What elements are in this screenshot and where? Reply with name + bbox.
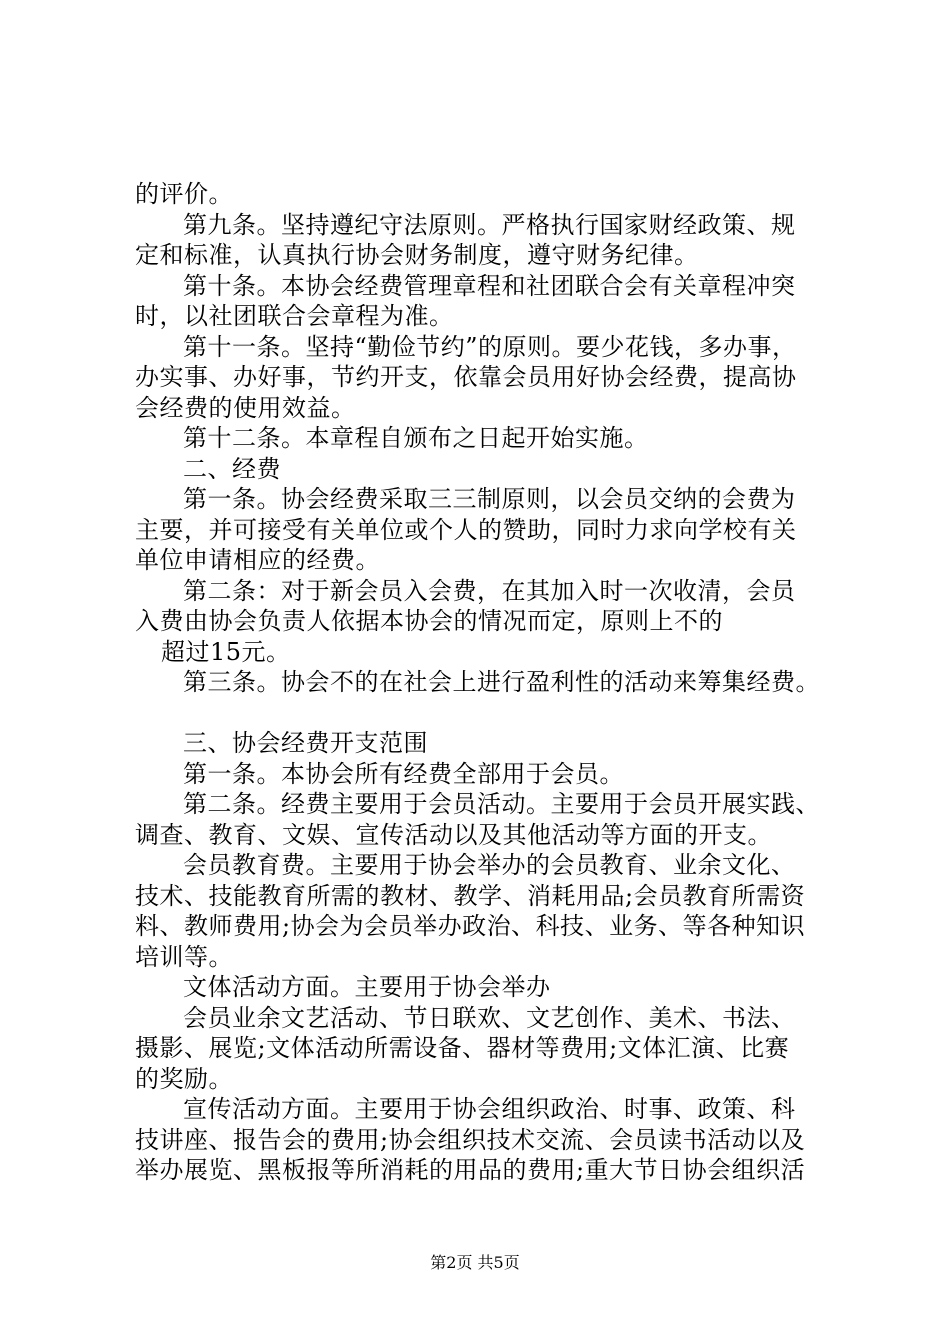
text-line: 入费由协会负责人依据本协会的情况而定，原则上不的 [135,607,723,635]
section-heading: 三、协会经费开支范围 [183,729,428,757]
text-line: 第十一条。坚持“勤俭节约”的原则。要少花钱，多办事， [183,333,797,361]
text-line: 第二条：对于新会员入会费，在其加入时一次收清，会员 [183,577,796,605]
text-line: 调查、教育、文娱、宣传活动以及其他活动等方面的开支。 [135,821,772,849]
text-line: 的评价。 [135,180,233,208]
page-number-footer: 第2页 共5页 [430,1253,520,1272]
text-line: 第九条。坚持遵纪守法原则。严格执行国家财经政策、规 [183,211,796,239]
text-line: 宣传活动方面。主要用于协会组织政治、时事、政策、科 [183,1095,796,1123]
text-line: 技术、技能教育所需的教材、教学、消耗用品;会员教育所需资 [135,882,806,910]
text-line: 会经费的使用效益。 [135,394,356,422]
text-line: 摄影、展览;文体活动所需设备、器材等费用;文体汇演、比赛 [135,1034,790,1062]
text-line: 文体活动方面。主要用于协会举办 [183,973,551,1001]
text-line: 办实事、办好事，节约开支，依靠会员用好协会经费，提高协 [135,363,797,391]
text-line: 第十条。本协会经费管理章程和社团联合会有关章程冲突 [183,272,796,300]
text-line: 培训等。 [135,943,233,971]
text-line: 会员教育费。主要用于协会举办的会员教育、业余文化、 [183,851,796,879]
text-line: 举办展览、黑板报等所消耗的用品的费用;重大节日协会组织活 [135,1156,806,1184]
text-line: 第三条。协会不的在社会上进行盈利性的活动来筹集经费。 [183,668,820,696]
text-line: 定和标准，认真执行协会财务制度，遵守财务纪律。 [135,241,699,269]
section-heading: 二、经费 [183,455,281,483]
text-line: 主要，并可接受有关单位或个人的赞助，同时力求向学校有关 [135,516,797,544]
text-line: 第十二条。本章程自颁布之日起开始实施。 [183,424,649,452]
text-line: 会员业余文艺活动、节日联欢、文艺创作、美术、书法、 [183,1004,796,1032]
text-line: 第二条。经费主要用于会员活动。主要用于会员开展实践、 [183,790,820,818]
text-line: 的奖励。 [135,1065,233,1093]
text-line: 技讲座、报告会的费用;协会组织技术交流、会员读书活动以及 [135,1126,806,1154]
text-line: 单位申请相应的经费。 [135,546,380,574]
text-line: 料、教师费用;协会为会员举办政治、科技、业务、等各种知识 [135,912,806,940]
text-line: 第一条。协会经费采取三三制原则，以会员交纳的会费为 [183,485,796,513]
text-line: 超过15元。 [161,638,291,666]
text-line: 第一条。本协会所有经费全部用于会员。 [183,760,624,788]
text-line: 时，以社团联合会章程为准。 [135,302,454,330]
